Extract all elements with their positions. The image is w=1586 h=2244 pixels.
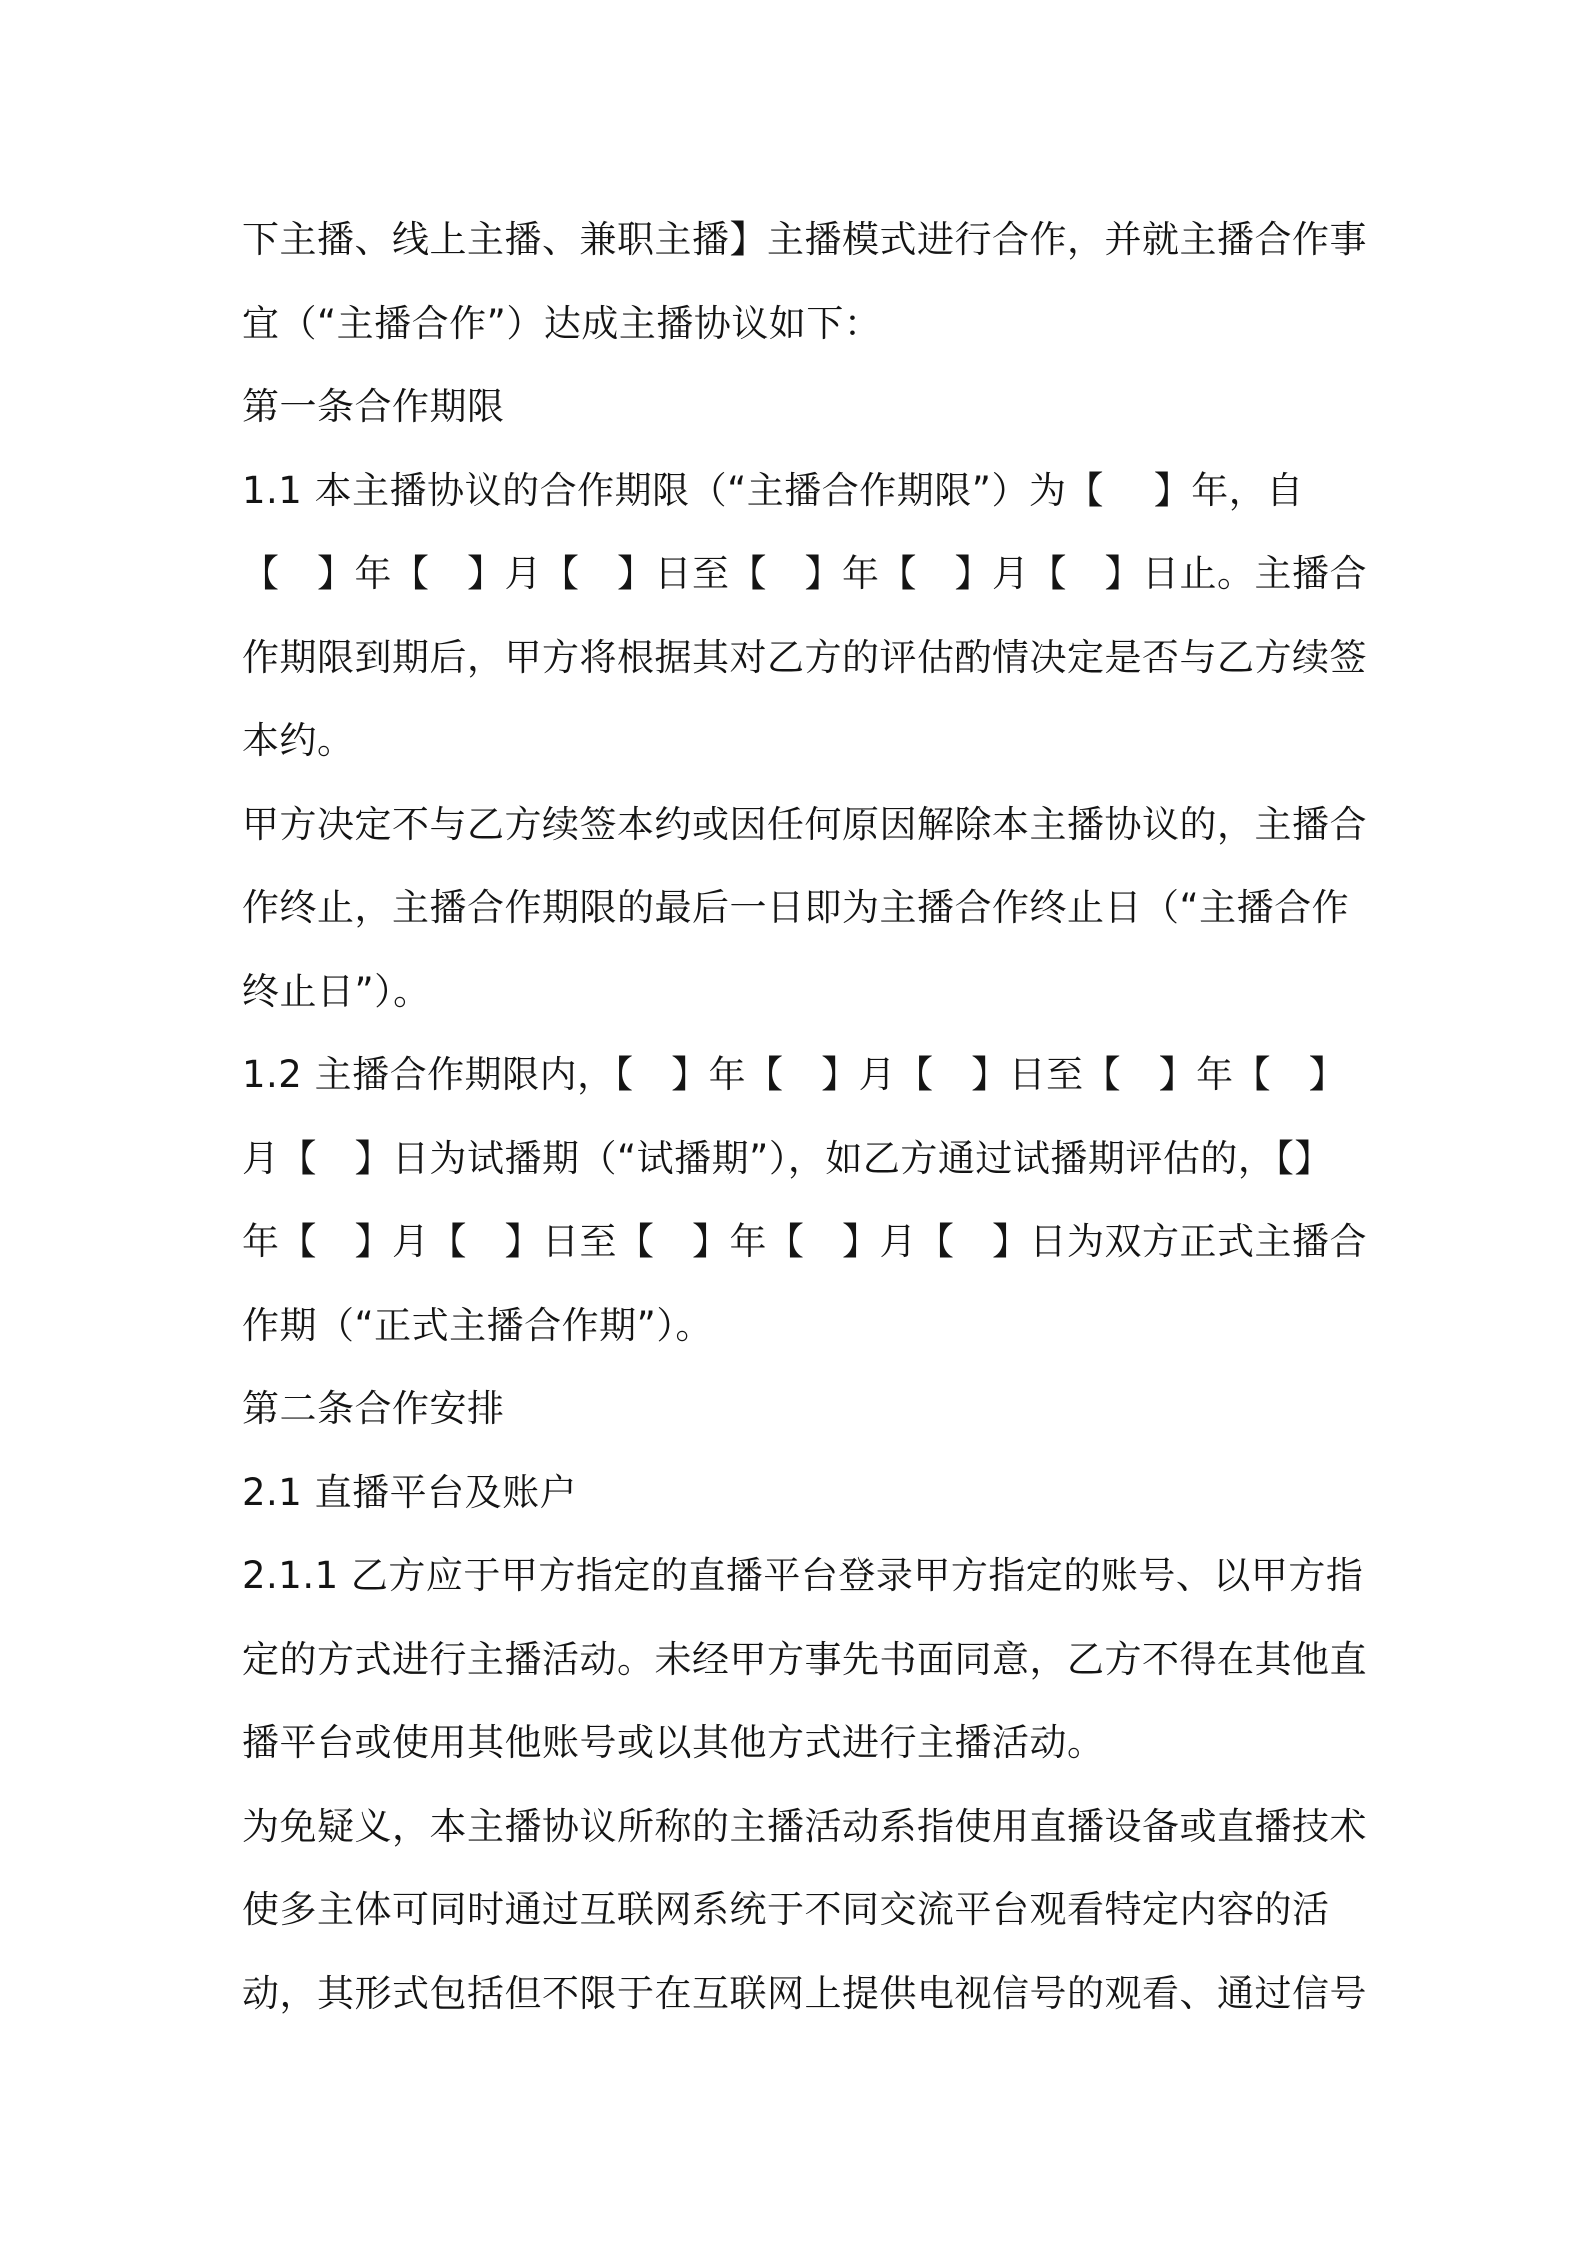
text-line: 2.1.1 乙方应于甲方指定的直播平台登录甲方指定的账号、以甲方指 [242, 1554, 1364, 1597]
subsection-heading: 2.1 直播平台及账户 [242, 1470, 578, 1514]
text-line: 播平台或使用其他账号或以其他方式进行主播活动。 [242, 1721, 1105, 1764]
text-line: 月【 】日为试播期（“试播期”），如乙方通过试播期评估的，【】 [242, 1136, 1332, 1180]
text-line: 作期（“正式主播合作期”）。 [242, 1303, 713, 1347]
text-line: 作期限到期后，甲方将根据其对乙方的评估酌情决定是否与乙方续签 [242, 635, 1367, 679]
text-line: 使多主体可同时通过互联网系统于不同交流平台观看特定内容的活 [242, 1888, 1330, 1931]
text-line: 宜（“主播合作”）达成主播协议如下： [242, 301, 882, 345]
text-line: 为免疑义，本主播协议所称的主播活动系指使用直播设备或直播技术 [242, 1804, 1367, 1848]
text-line: 年【 】月【 】日至【 】年【 】月【 】日为双方正式主播合 [242, 1220, 1367, 1263]
text-line: 作终止，主播合作期限的最后一日即为主播合作终止日（“主播合作 [242, 886, 1350, 929]
text-line: 下主播、线上主播、兼职主播】主播模式进行合作，并就主播合作事 [242, 218, 1367, 261]
text-line: 甲方决定不与乙方续签本约或因任何原因解除本主播协议的，主播合 [242, 802, 1367, 846]
section-heading: 第二条合作安排 [242, 1387, 505, 1430]
text-line: 1.2 主播合作期限内，【 】年【 】月【 】日至【 】年【 】 [242, 1053, 1347, 1096]
text-line: 定的方式进行主播活动。未经甲方事先书面同意，乙方不得在其他直 [242, 1637, 1367, 1681]
text-line: 【 】年【 】月【 】日至【 】年【 】月【 】日止。主播合 [242, 552, 1367, 595]
section-heading: 第一条合作期限 [242, 385, 505, 428]
document-body [242, 198, 1367, 2035]
text-line: 终止日”）。 [242, 969, 431, 1013]
text-line: 动，其形式包括但不限于在互联网上提供电视信号的观看、通过信号 [242, 1971, 1367, 2015]
text-line: 1.1 本主播协议的合作期限（“主播合作期限”）为【 】年，自 [242, 468, 1304, 512]
text-line: 本约。 [242, 719, 355, 762]
